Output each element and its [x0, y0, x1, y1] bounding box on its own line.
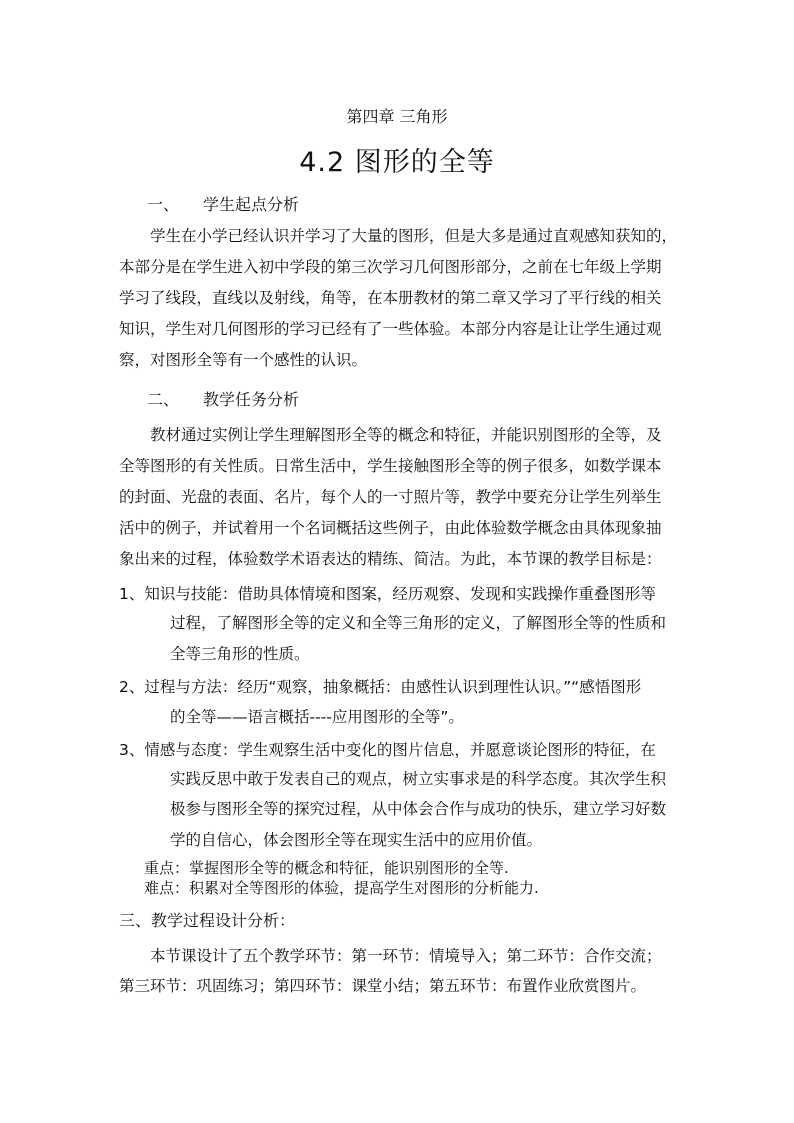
chapter-title: 第四章 三角形	[346, 107, 448, 126]
key-point: 重点：掌握图形全等的概念和特征，能识别图形的全等.	[144, 859, 509, 877]
goal-1-line: 全等三角形的性质。	[170, 645, 310, 663]
goal-1-line: 1、知识与技能：借助具体情境和图案，经历观察、发现和实践操作重叠图形等	[119, 585, 656, 603]
section3-line: 第三环节：巩固练习；第四环节：课堂小结；第五环节：布置作业欣赏图片。	[119, 977, 647, 995]
goal-2-line: 2、过程与方法：经历“观察，抽象概括：由感性认识到理性认识。”“感悟图形	[119, 678, 642, 696]
difficulty-point: 难点：积累对全等图形的体验，提高学生对图形的分析能力.	[144, 879, 539, 897]
section2-heading	[147, 387, 299, 410]
paragraph-line: 学习了线段，直线以及射线，角等，在本册教材的第二章又学习了平行线的相关	[119, 289, 662, 307]
goal-3-line: 学的自信心，体会图形全等在现实生活中的应用价值。	[170, 831, 543, 849]
paragraph-line: 活中的例子，并试着用一个名词概括这些例子，由此体验数学概念由具体现象抽	[119, 519, 662, 537]
paragraph-line: 象出来的过程，体验数学术语表达的精练、简洁。为此，本节课的教学目标是：	[119, 550, 662, 568]
section2-heading-text: 教学任务分析	[203, 390, 300, 409]
paragraph-line: 的封面、光盘的表面、名片，每个人的一寸照片等，教学中要充分让学生列举生	[119, 488, 662, 506]
paragraph-line: 知识，学生对几何图形的学习已经有了一些体验。本部分内容是让让学生通过观	[119, 320, 662, 338]
paragraph-line: 学生在小学已经认识并学习了大量的图形，但是大多是通过直观感知获知的，	[150, 227, 678, 245]
section1-heading-text: 学生起点分析	[203, 195, 300, 214]
section3-line: 本节课设计了五个教学环节：第一环节：情境导入；第二环节：合作交流；	[150, 947, 662, 965]
goal-1-line: 过程，了解图形全等的定义和全等三角形的定义，了解图形全等的性质和	[170, 614, 667, 632]
goal-2-line: 的全等——语言概括----应用图形的全等”。	[170, 708, 464, 726]
section2-paragraph	[119, 420, 679, 575]
section1-heading	[147, 192, 299, 215]
paragraph-line: 本部分是在学生进入初中学段的第三次学习几何图形部分，之前在七年级上学期	[119, 258, 662, 276]
goal-3-line: 3、情感与态度：学生观察生活中变化的图片信息，并愿意谈论图形的特征，在	[119, 741, 656, 759]
paragraph-line: 全等图形的有关性质。日常生活中，学生接触图形全等的例子很多，如数学课本	[119, 457, 662, 475]
section2-number: 二、	[147, 390, 180, 409]
page-title: 4.2 图形的全等	[299, 147, 495, 178]
section3-heading: 三、教学过程设计分析：	[119, 911, 296, 930]
paragraph-line: 教材通过实例让学生理解图形全等的概念和特征，并能识别图形的全等，及	[150, 426, 662, 444]
section1-paragraph	[119, 221, 679, 376]
goal-3-line: 实践反思中敢于发表自己的观点，树立实事求是的科学态度。其次学生积	[170, 770, 667, 788]
section1-number: 一、	[147, 195, 180, 214]
goal-3-line: 极参与图形全等的探究过程，从中体会合作与成功的快乐，建立学习好数	[170, 800, 667, 818]
paragraph-line: 察，对图形全等有一个感性的认识。	[119, 351, 368, 369]
